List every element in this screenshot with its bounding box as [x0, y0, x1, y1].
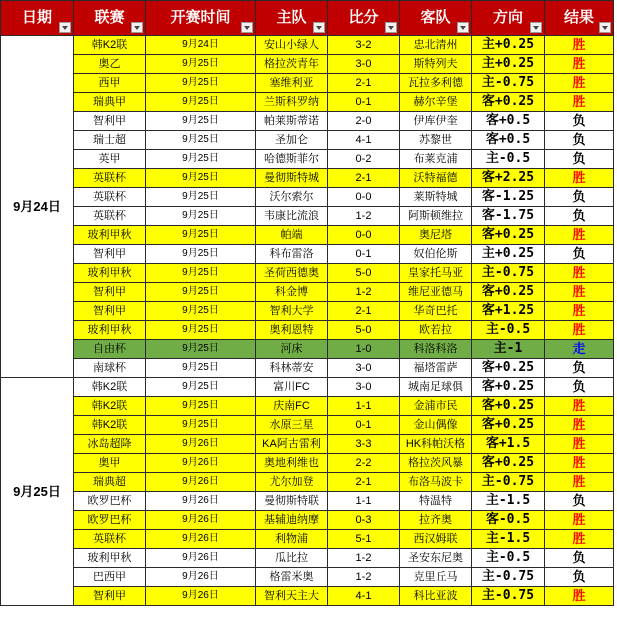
league-cell: 英联杯 [74, 169, 146, 188]
direction-cell: 主+0.25 [472, 36, 545, 55]
direction-cell: 客-1.75 [472, 207, 545, 226]
header-result-label: 结果 [563, 9, 594, 26]
kickoff-time-cell: 9月25日 [146, 416, 256, 435]
score-cell: 3-3 [328, 435, 400, 454]
kickoff-time-cell: 9月26日 [146, 530, 256, 549]
header-score-label: 比分 [348, 9, 379, 26]
league-cell: 智利甲 [74, 587, 146, 606]
kickoff-time-cell: 9月26日 [146, 568, 256, 587]
result-cell: 胜 [545, 530, 614, 549]
home-team-cell: 利物浦 [256, 530, 328, 549]
away-team-cell: 沃特福德 [400, 169, 472, 188]
league-cell: 冰岛超降 [74, 435, 146, 454]
away-team-cell: 克里丘马 [400, 568, 472, 587]
result-cell: 胜 [545, 74, 614, 93]
direction-cell: 客+0.25 [472, 226, 545, 245]
home-team-cell: 智利天主大 [256, 587, 328, 606]
league-cell: 瑞典超 [74, 473, 146, 492]
score-cell: 0-0 [328, 226, 400, 245]
home-team-cell: 富川FC [256, 378, 328, 397]
away-team-cell: 奥尼塔 [400, 226, 472, 245]
result-cell: 胜 [545, 587, 614, 606]
header-home-team [256, 1, 328, 36]
header-direction-label: 方向 [492, 9, 523, 26]
table-row [1, 226, 614, 245]
date-group-cell: 9月24日 [1, 36, 74, 378]
direction-cell: 主-0.5 [472, 150, 545, 169]
away-team-cell: 圣安东尼奥 [400, 549, 472, 568]
away-team-cell: 拉齐奥 [400, 511, 472, 530]
home-team-cell: 曼彻斯特联 [256, 492, 328, 511]
table-row [1, 530, 614, 549]
direction-cell: 主+0.25 [472, 245, 545, 264]
home-team-cell: 智利大学 [256, 302, 328, 321]
table-row [1, 93, 614, 112]
league-cell: 韩K2联 [74, 378, 146, 397]
home-team-cell: 安山小绿人 [256, 36, 328, 55]
home-team-cell: 尤尔加登 [256, 473, 328, 492]
table-row [1, 568, 614, 587]
league-cell: 奥乙 [74, 55, 146, 74]
header-away-team [400, 1, 472, 36]
league-cell: 自由杯 [74, 340, 146, 359]
league-cell: 奥甲 [74, 454, 146, 473]
score-cell: 2-1 [328, 473, 400, 492]
direction-cell: 主-1 [472, 340, 545, 359]
home-team-cell: 圣荷西德奥 [256, 264, 328, 283]
kickoff-time-cell: 9月25日 [146, 283, 256, 302]
league-cell: 英甲 [74, 150, 146, 169]
header-row [1, 1, 614, 36]
score-cell: 0-1 [328, 416, 400, 435]
away-team-cell: 赫尔辛堡 [400, 93, 472, 112]
result-cell: 负 [545, 359, 614, 378]
league-cell: 巴西甲 [74, 568, 146, 587]
league-cell: 瑞士超 [74, 131, 146, 150]
away-team-cell: 科洛科洛 [400, 340, 472, 359]
table-row [1, 207, 614, 226]
result-cell: 负 [545, 378, 614, 397]
kickoff-time-cell: 9月25日 [146, 55, 256, 74]
kickoff-time-cell: 9月26日 [146, 454, 256, 473]
direction-cell: 客+0.25 [472, 454, 545, 473]
score-cell: 3-0 [328, 55, 400, 74]
table-row [1, 378, 614, 397]
kickoff-time-cell: 9月26日 [146, 511, 256, 530]
score-cell: 1-2 [328, 549, 400, 568]
header-date [1, 1, 74, 36]
table-row [1, 587, 614, 606]
home-team-cell: 帕端 [256, 226, 328, 245]
kickoff-time-cell: 9月25日 [146, 169, 256, 188]
dropdown-filter-icon[interactable] [313, 22, 325, 33]
table-row [1, 169, 614, 188]
kickoff-time-cell: 9月26日 [146, 549, 256, 568]
table-row [1, 492, 614, 511]
score-cell: 3-2 [328, 36, 400, 55]
direction-cell: 主-0.5 [472, 321, 545, 340]
kickoff-time-cell: 9月24日 [146, 36, 256, 55]
table-row [1, 264, 614, 283]
score-cell: 3-0 [328, 378, 400, 397]
away-team-cell: 斯特列夫 [400, 55, 472, 74]
score-cell: 5-0 [328, 264, 400, 283]
kickoff-time-cell: 9月25日 [146, 245, 256, 264]
header-away-team-label: 客队 [420, 9, 451, 26]
dropdown-filter-icon[interactable] [241, 22, 253, 33]
table-row [1, 112, 614, 131]
direction-cell: 客-0.5 [472, 511, 545, 530]
result-cell: 负 [545, 112, 614, 131]
away-team-cell: 金山偶像 [400, 416, 472, 435]
direction-cell: 客+0.25 [472, 416, 545, 435]
kickoff-time-cell: 9月25日 [146, 378, 256, 397]
away-team-cell: 特温特 [400, 492, 472, 511]
dropdown-filter-icon[interactable] [59, 22, 71, 33]
home-team-cell: 格拉茨青年 [256, 55, 328, 74]
result-cell: 负 [545, 568, 614, 587]
away-team-cell: 金浦市民 [400, 397, 472, 416]
away-team-cell: 伊库伊奎 [400, 112, 472, 131]
result-cell: 负 [545, 207, 614, 226]
result-cell: 胜 [545, 511, 614, 530]
score-cell: 4-1 [328, 131, 400, 150]
score-cell: 4-1 [328, 587, 400, 606]
score-cell: 1-2 [328, 283, 400, 302]
table-row [1, 549, 614, 568]
result-cell: 负 [545, 492, 614, 511]
direction-cell: 主-0.75 [472, 74, 545, 93]
kickoff-time-cell: 9月26日 [146, 492, 256, 511]
table-row [1, 36, 614, 55]
header-kickoff-time-label: 开赛时间 [170, 9, 231, 26]
away-team-cell: 奴伯伦斯 [400, 245, 472, 264]
result-cell: 负 [545, 150, 614, 169]
league-cell: 韩K2联 [74, 416, 146, 435]
table-row [1, 302, 614, 321]
kickoff-time-cell: 9月25日 [146, 302, 256, 321]
kickoff-time-cell: 9月25日 [146, 226, 256, 245]
result-cell: 胜 [545, 55, 614, 74]
result-cell: 胜 [545, 321, 614, 340]
direction-cell: 主-0.5 [472, 549, 545, 568]
score-cell: 0-3 [328, 511, 400, 530]
home-team-cell: 曼彻斯特城 [256, 169, 328, 188]
kickoff-time-cell: 9月25日 [146, 340, 256, 359]
kickoff-time-cell: 9月25日 [146, 131, 256, 150]
date-group-cell: 9月25日 [1, 378, 74, 606]
home-team-cell: 韦康比流浪 [256, 207, 328, 226]
away-team-cell: 福塔雷萨 [400, 359, 472, 378]
away-team-cell: 维尼亚德马 [400, 283, 472, 302]
header-direction [472, 1, 545, 36]
table-row [1, 435, 614, 454]
away-team-cell: 布洛马波卡 [400, 473, 472, 492]
home-team-cell: 科金博 [256, 283, 328, 302]
league-cell: 玻利甲秋 [74, 321, 146, 340]
away-team-cell: 布莱克浦 [400, 150, 472, 169]
table-row [1, 74, 614, 93]
away-team-cell: 皇家托马亚 [400, 264, 472, 283]
result-cell: 走 [545, 340, 614, 359]
score-cell: 0-2 [328, 150, 400, 169]
kickoff-time-cell: 9月25日 [146, 321, 256, 340]
away-team-cell: 莱斯特城 [400, 188, 472, 207]
direction-cell: 客+1.5 [472, 435, 545, 454]
away-team-cell: 格拉茨风暴 [400, 454, 472, 473]
score-cell: 2-1 [328, 169, 400, 188]
score-cell: 0-0 [328, 188, 400, 207]
header-kickoff-time [146, 1, 256, 36]
away-team-cell: 华奇巴托 [400, 302, 472, 321]
kickoff-time-cell: 9月25日 [146, 74, 256, 93]
league-cell: 韩K2联 [74, 397, 146, 416]
home-team-cell: 沃尔索尔 [256, 188, 328, 207]
result-cell: 胜 [545, 302, 614, 321]
table-row [1, 397, 614, 416]
kickoff-time-cell: 9月26日 [146, 587, 256, 606]
away-team-cell: HK科帕沃格 [400, 435, 472, 454]
home-team-cell: 兰斯科罗纳 [256, 93, 328, 112]
score-cell: 3-0 [328, 359, 400, 378]
kickoff-time-cell: 9月25日 [146, 264, 256, 283]
league-cell: 南球杯 [74, 359, 146, 378]
result-cell: 胜 [545, 264, 614, 283]
header-league-label: 联赛 [94, 9, 125, 26]
home-team-cell: 哈德斯菲尔 [256, 150, 328, 169]
score-cell: 5-1 [328, 530, 400, 549]
score-cell: 2-2 [328, 454, 400, 473]
kickoff-time-cell: 9月25日 [146, 112, 256, 131]
kickoff-time-cell: 9月25日 [146, 93, 256, 112]
away-team-cell: 苏黎世 [400, 131, 472, 150]
direction-cell: 客+0.5 [472, 131, 545, 150]
home-team-cell: 帕莱斯蒂诺 [256, 112, 328, 131]
away-team-cell: 阿斯顿维拉 [400, 207, 472, 226]
score-cell: 1-1 [328, 397, 400, 416]
kickoff-time-cell: 9月25日 [146, 397, 256, 416]
table-row [1, 150, 614, 169]
result-cell: 负 [545, 245, 614, 264]
direction-cell: 主-1.5 [472, 492, 545, 511]
kickoff-time-cell: 9月25日 [146, 359, 256, 378]
table-row [1, 283, 614, 302]
direction-cell: 客+0.25 [472, 283, 545, 302]
league-cell: 英联杯 [74, 188, 146, 207]
score-cell: 5-0 [328, 321, 400, 340]
result-cell: 胜 [545, 226, 614, 245]
table-row [1, 245, 614, 264]
direction-cell: 客+0.5 [472, 112, 545, 131]
direction-cell: 客+0.25 [472, 397, 545, 416]
table-row [1, 131, 614, 150]
league-cell: 玻利甲秋 [74, 549, 146, 568]
kickoff-time-cell: 9月25日 [146, 188, 256, 207]
score-cell: 1-2 [328, 207, 400, 226]
table-row [1, 188, 614, 207]
dropdown-filter-icon[interactable] [385, 22, 397, 33]
result-cell: 胜 [545, 435, 614, 454]
result-cell: 胜 [545, 454, 614, 473]
result-cell: 负 [545, 188, 614, 207]
score-cell: 1-2 [328, 568, 400, 587]
result-cell: 胜 [545, 36, 614, 55]
direction-cell: 客+0.25 [472, 93, 545, 112]
direction-cell: 主+0.25 [472, 55, 545, 74]
home-team-cell: 河床 [256, 340, 328, 359]
score-cell: 2-1 [328, 74, 400, 93]
league-cell: 英联杯 [74, 207, 146, 226]
result-cell: 胜 [545, 416, 614, 435]
home-team-cell: 科布雷洛 [256, 245, 328, 264]
home-team-cell: 科林蒂安 [256, 359, 328, 378]
home-team-cell: 水原三星 [256, 416, 328, 435]
dropdown-filter-icon[interactable] [530, 22, 542, 33]
direction-cell: 主-0.75 [472, 473, 545, 492]
dropdown-filter-icon[interactable] [457, 22, 469, 33]
header-result [545, 1, 614, 36]
home-team-cell: KA阿古雷利 [256, 435, 328, 454]
league-cell: 欧罗巴杯 [74, 492, 146, 511]
result-cell: 负 [545, 549, 614, 568]
dropdown-filter-icon[interactable] [599, 22, 611, 33]
direction-cell: 主-0.75 [472, 568, 545, 587]
league-cell: 韩K2联 [74, 36, 146, 55]
table-row [1, 473, 614, 492]
home-team-cell: 圣加仑 [256, 131, 328, 150]
direction-cell: 客-1.25 [472, 188, 545, 207]
result-cell: 胜 [545, 283, 614, 302]
result-cell: 胜 [545, 169, 614, 188]
direction-cell: 客+2.25 [472, 169, 545, 188]
header-score [328, 1, 400, 36]
away-team-cell: 西汉姆联 [400, 530, 472, 549]
direction-cell: 客+0.25 [472, 359, 545, 378]
league-cell: 英联杯 [74, 530, 146, 549]
table-row [1, 511, 614, 530]
dropdown-filter-icon[interactable] [131, 22, 143, 33]
result-cell: 胜 [545, 473, 614, 492]
home-team-cell: 瓜比拉 [256, 549, 328, 568]
score-cell: 1-0 [328, 340, 400, 359]
league-cell: 欧罗巴杯 [74, 511, 146, 530]
score-cell: 2-0 [328, 112, 400, 131]
direction-cell: 主-1.5 [472, 530, 545, 549]
table-row [1, 416, 614, 435]
result-cell: 负 [545, 131, 614, 150]
home-team-cell: 塞维利亚 [256, 74, 328, 93]
league-cell: 智利甲 [74, 245, 146, 264]
away-team-cell: 科比亚波 [400, 587, 472, 606]
table-row [1, 55, 614, 74]
kickoff-time-cell: 9月26日 [146, 473, 256, 492]
direction-cell: 主-0.75 [472, 587, 545, 606]
score-cell: 1-1 [328, 492, 400, 511]
league-cell: 智利甲 [74, 283, 146, 302]
away-team-cell: 忠北清州 [400, 36, 472, 55]
home-team-cell: 奥利恩特 [256, 321, 328, 340]
league-cell: 玻利甲秋 [74, 226, 146, 245]
header-league [74, 1, 146, 36]
result-cell: 胜 [545, 397, 614, 416]
kickoff-time-cell: 9月25日 [146, 207, 256, 226]
score-cell: 0-1 [328, 245, 400, 264]
away-team-cell: 欧若拉 [400, 321, 472, 340]
league-cell: 西甲 [74, 74, 146, 93]
table-row [1, 359, 614, 378]
score-cell: 0-1 [328, 93, 400, 112]
league-cell: 瑞典甲 [74, 93, 146, 112]
away-team-cell: 瓦拉多利德 [400, 74, 472, 93]
direction-cell: 主-0.75 [472, 264, 545, 283]
direction-cell: 客+1.25 [472, 302, 545, 321]
home-team-cell: 格雷米奥 [256, 568, 328, 587]
kickoff-time-cell: 9月25日 [146, 150, 256, 169]
league-cell: 智利甲 [74, 112, 146, 131]
home-team-cell: 庆南FC [256, 397, 328, 416]
header-date-label: 日期 [21, 9, 52, 26]
score-cell: 2-1 [328, 302, 400, 321]
league-cell: 智利甲 [74, 302, 146, 321]
result-cell: 胜 [545, 93, 614, 112]
home-team-cell: 基辅迪纳摩 [256, 511, 328, 530]
away-team-cell: 城南足球俱 [400, 378, 472, 397]
table-row [1, 454, 614, 473]
home-team-cell: 奥地利维也 [256, 454, 328, 473]
league-cell: 玻利甲秋 [74, 264, 146, 283]
header-home-team-label: 主队 [276, 9, 307, 26]
kickoff-time-cell: 9月26日 [146, 435, 256, 454]
table-row [1, 340, 614, 359]
table-row [1, 321, 614, 340]
direction-cell: 客+0.25 [472, 378, 545, 397]
sheet-body [1, 36, 614, 606]
